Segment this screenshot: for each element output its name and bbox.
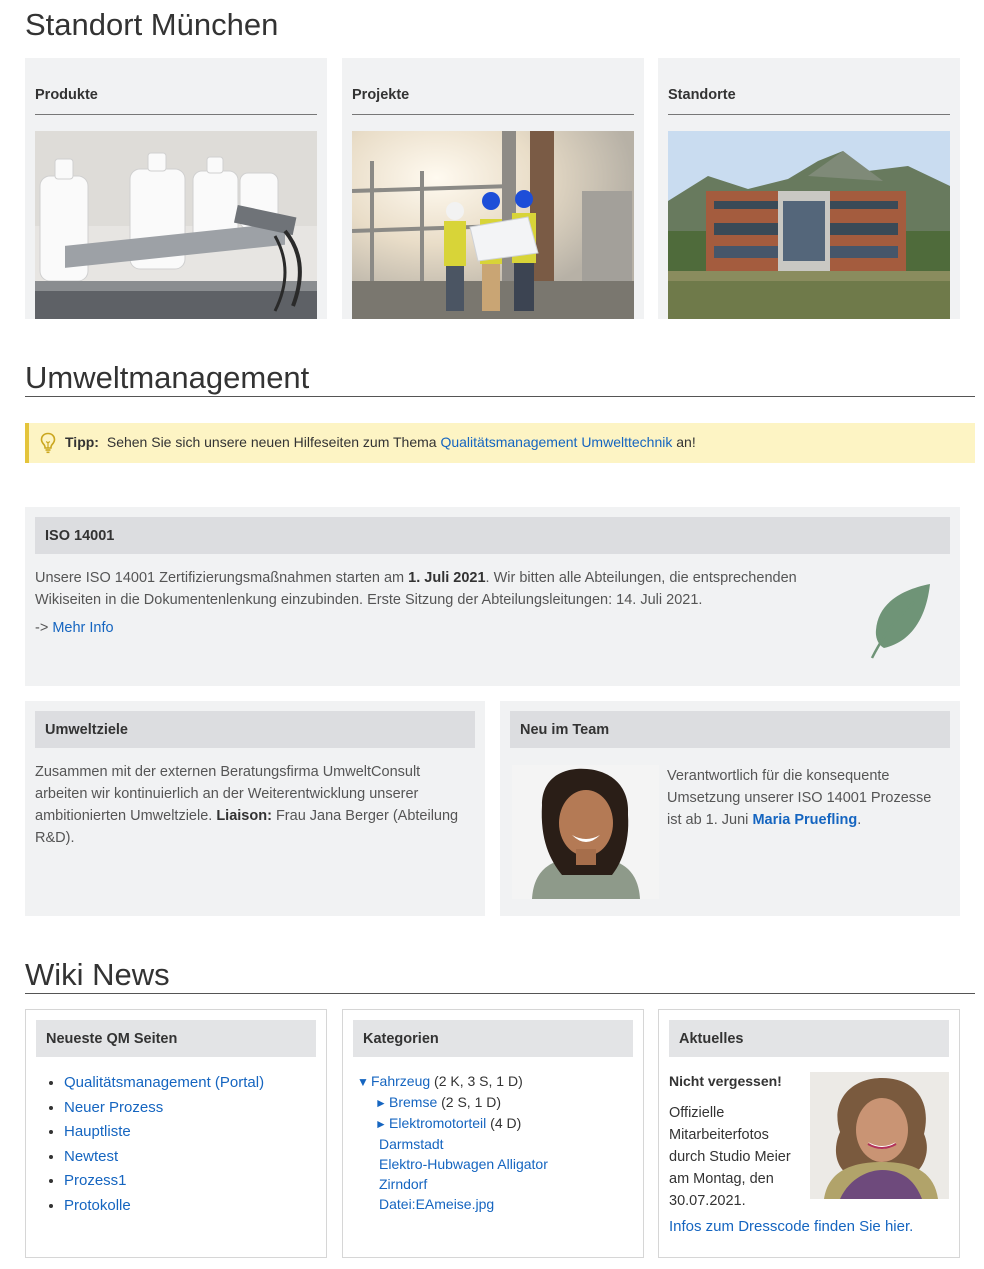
iso-text: Unsere ISO 14001 Zertifizierungsmaßnahmen starten am <box>35 570 405 586</box>
page-title: Standort München <box>25 7 279 42</box>
team-title: Neu im Team <box>510 711 950 748</box>
list-item <box>64 1096 316 1121</box>
umweltziele-body <box>35 748 475 849</box>
tree-row <box>357 1092 633 1113</box>
qm-page-list <box>36 1071 316 1218</box>
card-title: Projekte <box>352 68 634 115</box>
dresscode-link[interactable]: Infos zum Dresscode finden Sie hier. <box>669 1218 914 1235</box>
tipp-label: Tipp: <box>65 434 99 450</box>
iso-body <box>35 554 950 639</box>
qm-page-link[interactable]: Hauptliste <box>64 1123 131 1140</box>
aktuelles-title: Aktuelles <box>669 1020 949 1057</box>
liaison-label: Liaison: <box>216 808 272 825</box>
triangle-right-icon[interactable]: ► <box>375 1096 387 1110</box>
qm-page-link[interactable]: Qualitätsmanagement (Portal) <box>64 1074 265 1091</box>
tipp-link[interactable]: Qualitätsmanagement Umwelttechnik <box>440 434 673 450</box>
categories-title: Kategorien <box>353 1020 633 1057</box>
liaison-text: Frau Jana Berger (Abteilung R&D). <box>35 808 459 847</box>
umweltziele-title: Umweltziele <box>35 711 475 748</box>
category-tree <box>353 1071 633 1214</box>
umwelt-heading: Umweltmanagement <box>25 360 310 395</box>
category-link[interactable]: Bremse <box>389 1094 438 1110</box>
qm-title: Neueste QM Seiten <box>36 1020 316 1057</box>
tree-row <box>357 1134 633 1154</box>
aktuelles-box <box>658 1009 960 1258</box>
list-item <box>64 1194 316 1219</box>
triangle-right-icon[interactable]: ► <box>375 1117 387 1131</box>
category-count: (2 S, 1 D) <box>441 1094 502 1110</box>
categories-box <box>342 1009 644 1258</box>
card-title: Produkte <box>35 68 317 115</box>
card-title: Standorte <box>668 68 950 115</box>
list-item <box>64 1071 316 1096</box>
aktuelles-text: Offizielle Mitarbeiterfotos durch Studio Meier am Montag, den 30.07.2021. <box>669 1105 791 1210</box>
iso-box <box>25 507 960 686</box>
tree-row <box>357 1113 633 1134</box>
card-produkte[interactable] <box>25 58 327 319</box>
tree-row-root <box>357 1071 633 1092</box>
iso-date: 1. Juli 2021 <box>408 570 486 586</box>
umwelt-heading-wrap <box>25 361 975 397</box>
category-count: (4 D) <box>490 1115 522 1131</box>
list-item <box>64 1169 316 1194</box>
leaf-icon <box>870 582 932 667</box>
card-projekte[interactable] <box>342 58 644 319</box>
category-link[interactable]: Fahrzeug <box>371 1073 431 1089</box>
qm-page-link[interactable]: Prozess1 <box>64 1172 127 1189</box>
card-standorte[interactable] <box>658 58 960 319</box>
more-info-link[interactable]: Mehr Info <box>52 620 114 637</box>
umweltziele-text: Zusammen mit der externen Beratungsfirma UmweltConsult arbeiten wir kontinuierlich an der Weiterentwicklung unserer ambitionierten Umweltziele. <box>35 764 421 825</box>
team-member-photo[interactable] <box>512 765 659 899</box>
qm-page-link[interactable]: Neuer Prozess <box>64 1098 164 1116</box>
lightbulb-icon <box>40 432 56 460</box>
category-link[interactable]: Elektromotorteil <box>389 1115 487 1131</box>
aktuelles-headline: Nicht vergessen! <box>669 1073 782 1089</box>
news-heading: Wiki News <box>25 957 170 992</box>
team-member-link[interactable]: Maria Pruefling <box>752 812 858 829</box>
list-item <box>64 1145 316 1170</box>
products-photo[interactable] <box>35 131 317 319</box>
tree-row <box>357 1174 633 1194</box>
iso-title: ISO 14001 <box>35 517 950 554</box>
tipp-banner <box>25 423 975 463</box>
tipp-text: Sehen Sie sich unsere neuen Hilfeseiten zum Thema <box>106 434 437 450</box>
team-description: Verantwortlich für die konsequente Umsetzung unserer ISO 14001 Prozesse ist ab 1. Juni <box>667 768 932 829</box>
page-link[interactable]: Elektro-Hubwagen Alligator <box>379 1156 548 1172</box>
news-heading-wrap <box>25 958 975 994</box>
team-box <box>500 701 960 916</box>
qm-page-link[interactable]: Protokolle <box>64 1196 131 1214</box>
arrow-text: -> <box>35 620 49 637</box>
team-text-end: . <box>857 812 862 829</box>
umweltziele-box <box>25 701 485 916</box>
category-count: (2 K, 3 S, 1 D) <box>434 1073 523 1089</box>
newest-qm-pages-box <box>25 1009 327 1258</box>
page-link[interactable]: Zirndorf <box>379 1176 428 1192</box>
aktuelles-photo[interactable] <box>810 1072 949 1199</box>
page-link[interactable]: Datei:EAmeise.jpg <box>379 1196 495 1212</box>
projects-photo[interactable] <box>352 131 634 319</box>
triangle-down-icon[interactable]: ▼ <box>357 1075 369 1089</box>
page-link[interactable]: Darmstadt <box>379 1136 444 1152</box>
list-item <box>64 1120 316 1145</box>
tree-row <box>357 1154 633 1174</box>
team-text <box>667 765 945 831</box>
tipp-text-end: an! <box>676 434 696 450</box>
qm-page-link[interactable]: Newtest <box>64 1147 119 1165</box>
tree-row <box>357 1194 633 1214</box>
card-row <box>25 58 960 319</box>
locations-photo[interactable] <box>668 131 950 319</box>
iso-text-2: . Wir bitten alle Abteilungen, die entsprechenden Wikiseiten in die Dokumentenlenkung einzubinden. Erste Sitzung der Abteilungsleitungen: 14. Juli 2021. <box>35 570 797 609</box>
